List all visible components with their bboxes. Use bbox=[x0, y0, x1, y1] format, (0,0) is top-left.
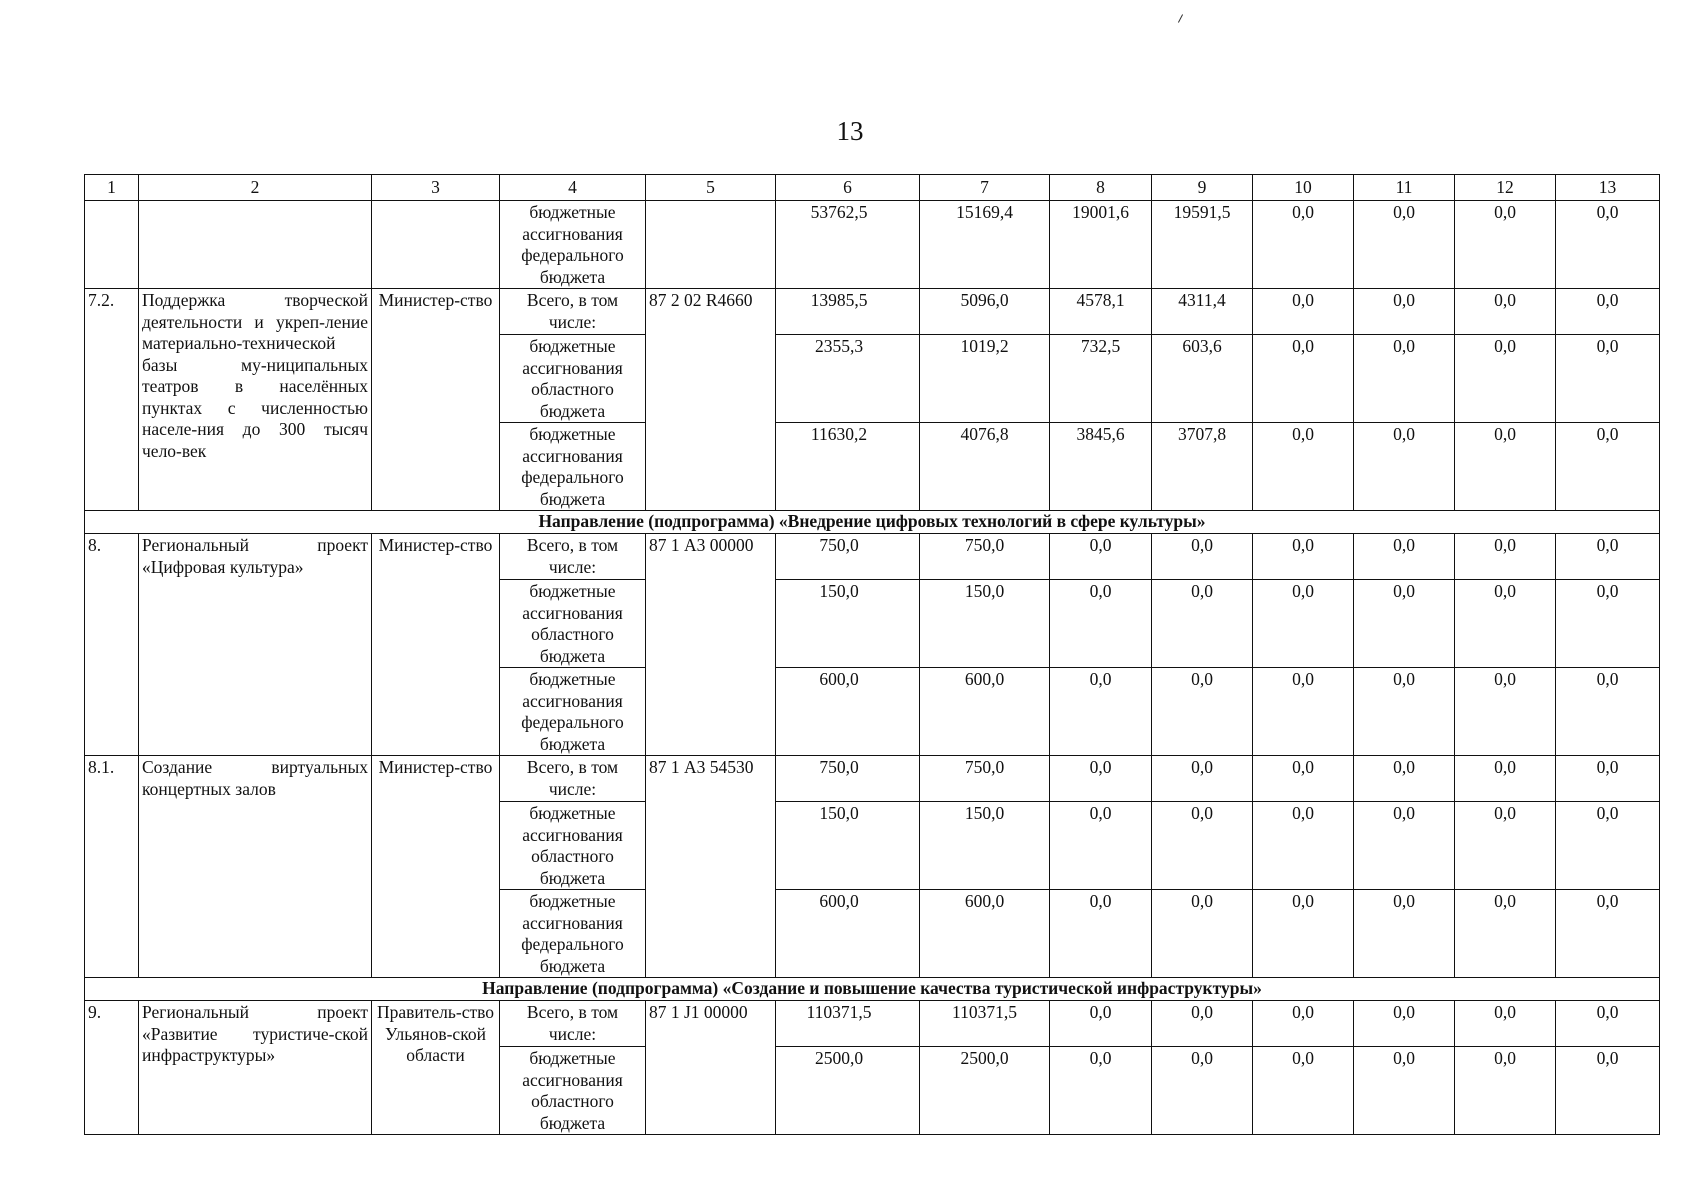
value-cell: 0,0 bbox=[1253, 1047, 1354, 1135]
funding-type: бюджетные ассигнования областного бюджета bbox=[500, 335, 646, 423]
header-cell: 4 bbox=[500, 175, 646, 201]
row-number: 9. bbox=[85, 1001, 139, 1135]
budget-code: 87 1 J1 00000 bbox=[646, 1001, 776, 1135]
funding-type: Всего, в том числе: bbox=[500, 1001, 646, 1047]
value-cell: 0,0 bbox=[1455, 756, 1556, 802]
budget-table bbox=[84, 174, 1660, 1135]
value-cell: 600,0 bbox=[920, 890, 1050, 978]
value-cell: 0,0 bbox=[1253, 289, 1354, 335]
value-cell: 2500,0 bbox=[920, 1047, 1050, 1135]
value-cell: 0,0 bbox=[1455, 289, 1556, 335]
funding-type: бюджетные ассигнования федерального бюджета bbox=[500, 201, 646, 289]
value-cell: 0,0 bbox=[1354, 1047, 1455, 1135]
value-cell: 0,0 bbox=[1152, 534, 1253, 580]
value-cell: 0,0 bbox=[1354, 423, 1455, 511]
value-cell: 3845,6 bbox=[1050, 423, 1152, 511]
value-cell: 1019,2 bbox=[920, 335, 1050, 423]
row-name: Поддержка творческой деятельности и укреп-ление материально-технической базы му-ниципальных театров в населённых пунктах с численностью населе-ния до 300 тысяч чело-век bbox=[139, 289, 372, 511]
value-cell: 0,0 bbox=[1455, 580, 1556, 668]
header-cell: 11 bbox=[1354, 175, 1455, 201]
header-cell: 2 bbox=[139, 175, 372, 201]
value-cell: 750,0 bbox=[776, 534, 920, 580]
value-cell: 0,0 bbox=[1556, 423, 1660, 511]
value-cell: 0,0 bbox=[1253, 756, 1354, 802]
funding-type: Всего, в том числе: bbox=[500, 756, 646, 802]
budget-code: 87 2 02 R4660 bbox=[646, 289, 776, 511]
row-name: Региональный проект «Развитие туристиче-ской инфраструктуры» bbox=[139, 1001, 372, 1135]
funding-type: бюджетные ассигнования областного бюджета bbox=[500, 1047, 646, 1135]
value-cell: 2500,0 bbox=[776, 1047, 920, 1135]
value-cell: 0,0 bbox=[1354, 802, 1455, 890]
value-cell: 110371,5 bbox=[920, 1001, 1050, 1047]
value-cell: 0,0 bbox=[1455, 423, 1556, 511]
table-row bbox=[85, 756, 1660, 802]
row-ministry: Министер-ство bbox=[372, 289, 500, 511]
value-cell: 0,0 bbox=[1354, 1001, 1455, 1047]
table-row bbox=[85, 201, 1660, 289]
page-number: 13 bbox=[836, 116, 864, 146]
value-cell: 0,0 bbox=[1152, 668, 1253, 756]
value-cell: 0,0 bbox=[1455, 201, 1556, 289]
value-cell: 2355,3 bbox=[776, 335, 920, 423]
direction-title: Направление (подпрограмма) «Внедрение цифровых технологий в сфере культуры» bbox=[85, 511, 1660, 534]
value-cell: 110371,5 bbox=[776, 1001, 920, 1047]
value-cell: 4311,4 bbox=[1152, 289, 1253, 335]
value-cell: 15169,4 bbox=[920, 201, 1050, 289]
budget-code: 87 1 А3 00000 bbox=[646, 534, 776, 756]
value-cell: 0,0 bbox=[1556, 890, 1660, 978]
value-cell: 600,0 bbox=[920, 668, 1050, 756]
funding-type: бюджетные ассигнования областного бюджета bbox=[500, 580, 646, 668]
row-ministry bbox=[372, 201, 500, 289]
row-number: 8. bbox=[85, 534, 139, 756]
value-cell: 0,0 bbox=[1050, 534, 1152, 580]
row-name bbox=[139, 201, 372, 289]
value-cell: 13985,5 bbox=[776, 289, 920, 335]
value-cell: 0,0 bbox=[1050, 890, 1152, 978]
value-cell: 0,0 bbox=[1556, 802, 1660, 890]
value-cell: 0,0 bbox=[1455, 668, 1556, 756]
row-number bbox=[85, 201, 139, 289]
value-cell: 0,0 bbox=[1253, 1001, 1354, 1047]
value-cell: 0,0 bbox=[1253, 534, 1354, 580]
value-cell: 732,5 bbox=[1050, 335, 1152, 423]
value-cell: 0,0 bbox=[1253, 423, 1354, 511]
value-cell: 0,0 bbox=[1152, 756, 1253, 802]
value-cell: 0,0 bbox=[1354, 756, 1455, 802]
row-name: Региональный проект «Цифровая культура» bbox=[139, 534, 372, 756]
value-cell: 0,0 bbox=[1050, 802, 1152, 890]
value-cell: 0,0 bbox=[1455, 1001, 1556, 1047]
row-name: Создание виртуальных концертных залов bbox=[139, 756, 372, 978]
value-cell: 0,0 bbox=[1556, 1001, 1660, 1047]
value-cell: 0,0 bbox=[1354, 335, 1455, 423]
value-cell: 0,0 bbox=[1556, 289, 1660, 335]
funding-type: бюджетные ассигнования областного бюджета bbox=[500, 802, 646, 890]
value-cell: 750,0 bbox=[920, 756, 1050, 802]
header-row bbox=[85, 175, 1660, 201]
funding-type: бюджетные ассигнования федерального бюджета bbox=[500, 890, 646, 978]
header-cell: 6 bbox=[776, 175, 920, 201]
value-cell: 19591,5 bbox=[1152, 201, 1253, 289]
value-cell: 0,0 bbox=[1152, 1047, 1253, 1135]
row-ministry: Министер-ство bbox=[372, 756, 500, 978]
value-cell: 600,0 bbox=[776, 668, 920, 756]
value-cell: 0,0 bbox=[1455, 1047, 1556, 1135]
value-cell: 750,0 bbox=[920, 534, 1050, 580]
value-cell: 0,0 bbox=[1253, 890, 1354, 978]
header-cell: 5 bbox=[646, 175, 776, 201]
funding-type: бюджетные ассигнования федерального бюджета bbox=[500, 668, 646, 756]
direction-title: Направление (подпрограмма) «Создание и повышение качества туристической инфраструктуры» bbox=[85, 978, 1660, 1001]
row-number: 7.2. bbox=[85, 289, 139, 511]
value-cell: 0,0 bbox=[1556, 201, 1660, 289]
value-cell: 0,0 bbox=[1050, 756, 1152, 802]
value-cell: 5096,0 bbox=[920, 289, 1050, 335]
value-cell: 0,0 bbox=[1253, 335, 1354, 423]
value-cell: 0,0 bbox=[1152, 1001, 1253, 1047]
header-cell: 3 bbox=[372, 175, 500, 201]
value-cell: 150,0 bbox=[776, 802, 920, 890]
budget-code: 87 1 А3 54530 bbox=[646, 756, 776, 978]
value-cell: 0,0 bbox=[1050, 1001, 1152, 1047]
value-cell: 0,0 bbox=[1253, 802, 1354, 890]
value-cell: 0,0 bbox=[1152, 890, 1253, 978]
value-cell: 0,0 bbox=[1354, 289, 1455, 335]
value-cell: 0,0 bbox=[1354, 201, 1455, 289]
funding-type: Всего, в том числе: bbox=[500, 289, 646, 335]
table-row bbox=[85, 289, 1660, 335]
value-cell: 0,0 bbox=[1455, 890, 1556, 978]
value-cell: 150,0 bbox=[920, 802, 1050, 890]
value-cell: 19001,6 bbox=[1050, 201, 1152, 289]
row-ministry: Правитель-ство Ульянов-ской области bbox=[372, 1001, 500, 1135]
value-cell: 150,0 bbox=[776, 580, 920, 668]
value-cell: 150,0 bbox=[920, 580, 1050, 668]
value-cell: 0,0 bbox=[1556, 756, 1660, 802]
header-cell: 1 bbox=[85, 175, 139, 201]
table-body bbox=[85, 201, 1660, 1135]
value-cell: 3707,8 bbox=[1152, 423, 1253, 511]
budget-code bbox=[646, 201, 776, 289]
value-cell: 0,0 bbox=[1556, 668, 1660, 756]
row-ministry: Министер-ство bbox=[372, 534, 500, 756]
header-cell: 8 bbox=[1050, 175, 1152, 201]
value-cell: 0,0 bbox=[1556, 1047, 1660, 1135]
header-cell: 9 bbox=[1152, 175, 1253, 201]
value-cell: 0,0 bbox=[1152, 580, 1253, 668]
value-cell: 0,0 bbox=[1556, 580, 1660, 668]
row-number: 8.1. bbox=[85, 756, 139, 978]
header-cell: 7 bbox=[920, 175, 1050, 201]
value-cell: 53762,5 bbox=[776, 201, 920, 289]
value-cell: 0,0 bbox=[1050, 668, 1152, 756]
value-cell: 0,0 bbox=[1253, 668, 1354, 756]
value-cell: 0,0 bbox=[1253, 580, 1354, 668]
header-cell: 10 bbox=[1253, 175, 1354, 201]
table-row bbox=[85, 534, 1660, 580]
funding-type: Всего, в том числе: bbox=[500, 534, 646, 580]
value-cell: 0,0 bbox=[1455, 335, 1556, 423]
header-cell: 13 bbox=[1556, 175, 1660, 201]
stray-pen-mark bbox=[1178, 14, 1183, 22]
value-cell: 0,0 bbox=[1556, 534, 1660, 580]
value-cell: 603,6 bbox=[1152, 335, 1253, 423]
table-row bbox=[85, 1001, 1660, 1047]
direction-row bbox=[85, 511, 1660, 534]
value-cell: 4578,1 bbox=[1050, 289, 1152, 335]
value-cell: 4076,8 bbox=[920, 423, 1050, 511]
value-cell: 0,0 bbox=[1050, 580, 1152, 668]
value-cell: 11630,2 bbox=[776, 423, 920, 511]
value-cell: 0,0 bbox=[1354, 534, 1455, 580]
value-cell: 0,0 bbox=[1050, 1047, 1152, 1135]
value-cell: 0,0 bbox=[1354, 668, 1455, 756]
funding-type: бюджетные ассигнования федерального бюджета bbox=[500, 423, 646, 511]
header-cell: 12 bbox=[1455, 175, 1556, 201]
value-cell: 0,0 bbox=[1354, 580, 1455, 668]
value-cell: 0,0 bbox=[1253, 201, 1354, 289]
value-cell: 0,0 bbox=[1354, 890, 1455, 978]
value-cell: 0,0 bbox=[1455, 534, 1556, 580]
value-cell: 0,0 bbox=[1556, 335, 1660, 423]
value-cell: 0,0 bbox=[1455, 802, 1556, 890]
direction-row bbox=[85, 978, 1660, 1001]
value-cell: 750,0 bbox=[776, 756, 920, 802]
value-cell: 0,0 bbox=[1152, 802, 1253, 890]
value-cell: 600,0 bbox=[776, 890, 920, 978]
